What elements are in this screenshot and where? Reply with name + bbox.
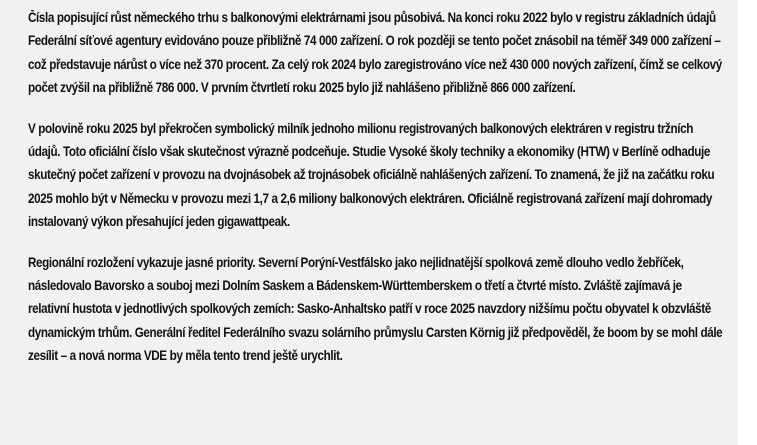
paragraph-million-milestone: V polovině roku 2025 byl překročen symbolický milník jednoho milionu registrovaných balkonových elektráren v registru tržních údajů. Toto oficiální číslo však skutečnost výrazně podceňuje. Studie Vysoké školy techniky a ekonomiky (HTW) v Berlíně odhaduje skutečný počet zařízení v provozu na dvojnásobek až trojnásobek oficiálně nahlášených zařízení. To znamená, že již na začátku roku 2025 mohlo být v Německu v provozu mezi 1,7 a 2,6 miliony balkonových elektráren. Oficiálně registrovaná zařízení mají dohromady instalovaný výkon přesahující jeden gigawattpeak. <box>28 120 715 230</box>
paragraph-regional-distribution: Regionální rozložení vykazuje jasné priority. Severní Porýní-Vestfálsko jako nejlidnatější spolková země dlouho vedlo žebříček, následovalo Bavorsko a souboj mezi Dolním Saskem a Bádenskem-Württemberskem o třetí a čtvrté místo. Zvláště zajímavá je relativní hustota v jednotlivých spolkových zemích: Sasko-Anhaltsko patří v roce 2025 navzdory nižšímu počtu obyvatel k obzvláště dynamickým trhům. Generální ředitel Federálního svazu solárního průmyslu Carsten Körnig již předpověděl, že boom by se mohl dále zesílit – a nová norma VDE by měla tento trend ještě urychlit. <box>28 254 723 364</box>
paragraph-market-growth: Čísla popisující růst německého trhu s balkonovými elektrárnami jsou působivá. Na konci roku 2022 bylo v registru základních údajů Federální síťové agentury evidováno pouze přibližně 74 000 zařízení. O rok později se tento počet znásobil na téměř 349 000 zařízení – což představuje nárůst o více než 370 procent. Za celý rok 2024 bylo zaregistrováno více než 430 000 nových zařízení, čímž se celkový počet zvýšil na přibližně 786 000. V prvním čtvrtletí roku 2025 bylo již nahlášeno přibližně 866 000 zařízení. <box>28 10 722 96</box>
